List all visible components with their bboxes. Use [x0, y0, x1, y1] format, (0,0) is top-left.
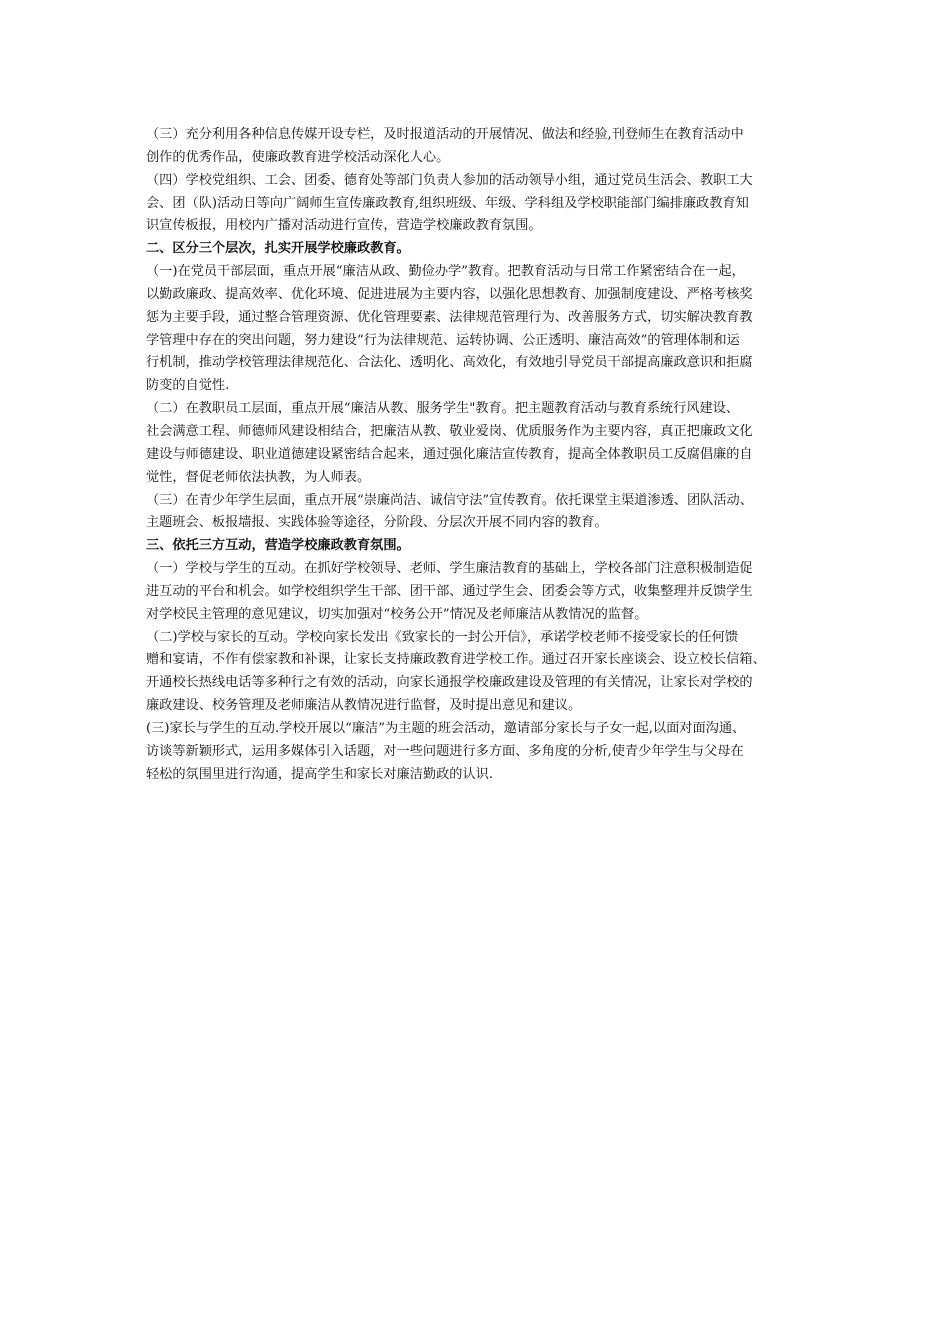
text-line: （三）充分利用各种信息传媒开设专栏，及时报道活动的开展情况、做法和经验,刊登师生在教育活动中 — [146, 127, 744, 142]
text-line: 识宣传板报，用校内广播对活动进行宣传，营造学校廉政教育氛围。 — [146, 218, 542, 234]
section-heading: 三、依托三方互动，营造学校廉政教育氛围。 — [146, 538, 410, 554]
text-line: 对学校民主管理的意见建议，切实加强对“校务公开”情况及老师廉洁从教情况的监督。 — [146, 606, 648, 622]
text-line: （三）在青少年学生层面，重点开展“崇廉尚洁、诚信守法”宣传教育。依托课堂主渠道渗透、团队活动、 — [146, 492, 753, 508]
document-body — [146, 124, 818, 786]
text-line: （一)在党员干部层面，重点开展“廉洁从政、勤俭办学”教育。把教育活动与日常工作紧密结合在一起， — [146, 264, 745, 280]
section-heading: 二、区分三个层次，扎实开展学校廉政教育。 — [146, 241, 410, 257]
text-line: 会、团（队)活动日等向广阔师生宣传廉政教育,组织班级、年级、学科组及学校职能部门编排廉政教育知 — [146, 195, 749, 211]
text-line: （四）学校党组织、工会、团委、德育处等部门负责人参加的活动领导小组，通过党员生活会、教职工大 — [146, 172, 753, 188]
text-line: 防变的自觉性. — [146, 378, 230, 394]
text-line: 主题班会、板报墙报、实践体验等途径，分阶段、分层次开展不同内容的教育。 — [146, 515, 608, 531]
text-line: 廉政建设、校务管理及老师廉洁从教情况进行监督，及时提出意见和建议。 — [146, 698, 582, 714]
text-line: 觉性，督促老师依法执教，为人师表。 — [146, 469, 371, 485]
text-line: 行机制，推动学校管理法律规范化、合法化、透明化、高效化，有效地引导党员干部提高廉政意识和拒腐 — [146, 355, 753, 371]
text-line: 创作的优秀作品，使廉政教育进学校活动深化人心。 — [146, 149, 450, 165]
text-line: （一）学校与学生的互动。在抓好学校领导、老师、学生廉洁教育的基础上，学校各部门注意积极制造促 — [146, 561, 753, 577]
text-line: 开通校长热线电话等多种行之有效的活动，向家长通报学校廉政建设及管理的有关情况，让家长对学校的 — [146, 675, 753, 691]
text-line: (三)家长与学生的互动.学校开展以“廉洁”为主题的班会活动，邀请部分家长与子女一起,以面对面沟通、 — [146, 720, 746, 736]
text-line: 访谈等新颖形式，运用多媒体引入话题，对一些问题进行多方面、多角度的分析,使青少年学生与父母在 — [146, 743, 744, 759]
text-line: 社会满意工程、师德师风建设相结合，把廉洁从教、敬业爱岗、优质服务作为主要内容，真正把廉政文化 — [146, 423, 753, 439]
text-line: 惩为主要手段，通过整合管理资源、优化管理要素、法律规范管理行为、改善服务方式，切实解决教育教 — [146, 309, 753, 325]
text-line: 学管理中存在的突出问题，努力建设“行为法律规范、运转协调、公正透明、廉洁高效”的管理体制和运 — [146, 332, 740, 348]
text-line: 进互动的平台和机会。如学校组织学生干部、团干部、通过学生会、团委会等方式，收集整理并反馈学生 — [146, 583, 753, 599]
text-line: 轻松的氛围里进行沟通，提高学生和家长对廉洁勤政的认识. — [146, 766, 494, 782]
text-line: 建设与师德建设、职业道德建设紧密结合起来，通过强化廉洁宣传教育，提高全体教职员工反腐倡廉的自 — [146, 446, 753, 462]
text-line: 赠和宴请，不作有偿家教和补课，让家长支持廉政教育进学校工作。通过召开家长座谈会、设立校长信箱、 — [146, 652, 766, 668]
text-line: （二)学校与家长的互动。学校向家长发出《致家长的一封公开信》，承诺学校老师不接受家长的任何馈 — [146, 629, 738, 645]
text-line: 以勤政廉政、提高效率、优化环境、促进进展为主要内容，以强化思想教育、加强制度建设、严格考核奖 — [146, 286, 753, 302]
text-line: （二）在教职员工层面，重点开展“廉洁从教、服务学生"教育。把主题教育活动与教育系统行风建设、 — [146, 401, 740, 417]
